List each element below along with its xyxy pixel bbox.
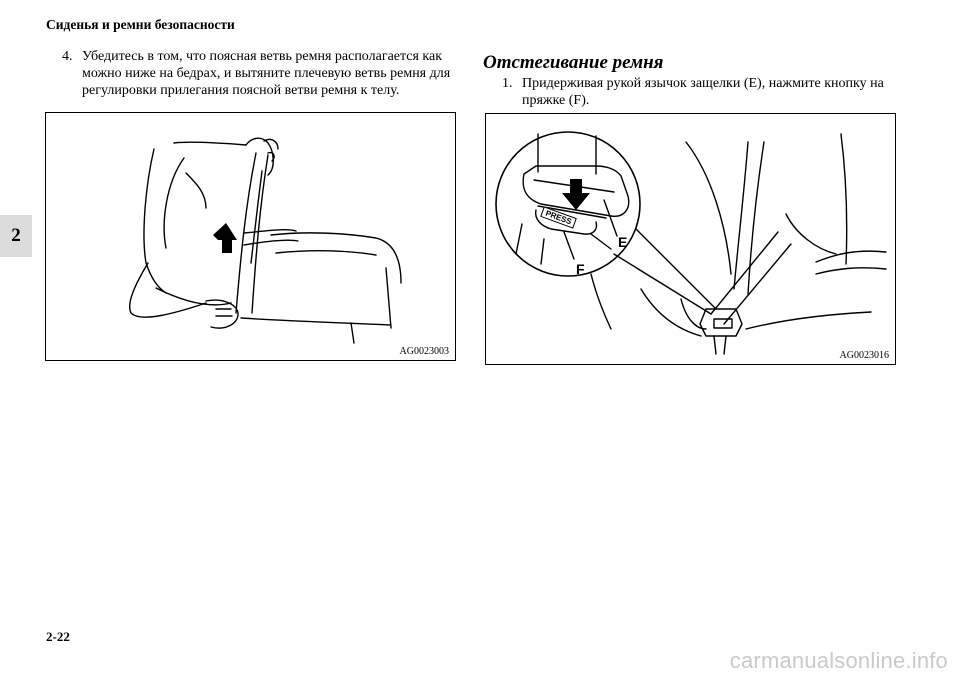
- running-header: Сиденья и ремни безопасности: [46, 17, 235, 32]
- right-step-number: 1.: [502, 76, 513, 91]
- arrow-down-icon: [486, 114, 895, 364]
- figure-code: AG0023003: [399, 346, 449, 357]
- watermark: carmanualsonline.info: [729, 648, 948, 673]
- label-e: E: [618, 234, 628, 250]
- figure-seatbelt-release: [485, 113, 896, 365]
- press-button-label: PRESS: [540, 206, 577, 228]
- figure-seatbelt-adjust: [45, 112, 456, 361]
- right-step: [502, 75, 902, 109]
- section-heading: Отстегивание ремня: [483, 52, 664, 73]
- arrow-up-icon: [46, 113, 455, 360]
- figure-code: AG0023016: [839, 350, 889, 361]
- left-step-text: Убедитесь в том, что поясная ветвь ремня располагается как можно ниже на бедрах, и вытяните плечевую ветвь ремня для регулировки прилегания поясной ветви ремня к телу.: [82, 49, 451, 98]
- left-step-number: 4.: [62, 49, 73, 64]
- right-step-text: Придерживая рукой язычок защелки (E), нажмите кнопку на пряжке (F).: [522, 76, 884, 108]
- left-step: [62, 48, 452, 99]
- chapter-tab: [0, 215, 32, 257]
- chapter-tab-number: 2: [11, 225, 21, 246]
- page-number: 2-22: [46, 629, 70, 644]
- label-f: F: [576, 261, 585, 277]
